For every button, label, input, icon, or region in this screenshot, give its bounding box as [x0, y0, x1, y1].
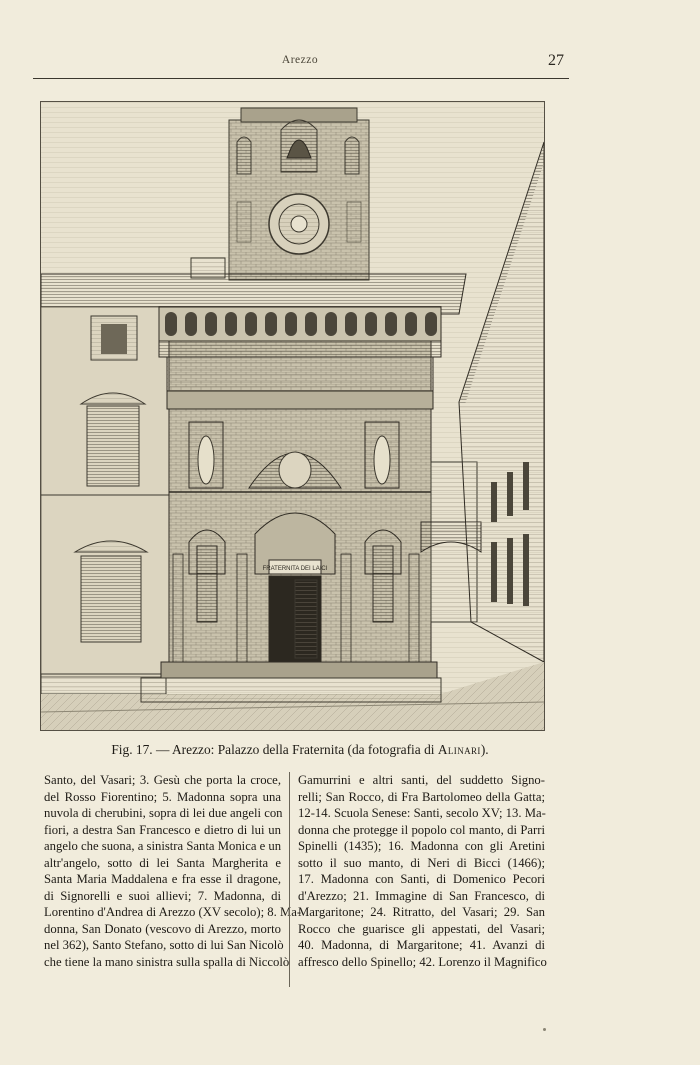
text-line: altr'angelo, sotto di lei Santa Margherita e [44, 855, 281, 870]
caption-end: ). [480, 742, 489, 757]
text-column-right [298, 772, 545, 970]
figure-illustration [40, 101, 545, 731]
text-line: Rocco che guarisce gli appestati, del Vasari; [298, 921, 545, 936]
text-line: sotto il suo manto, di Neri di Bicci (1466); [298, 855, 545, 870]
text-column-left [44, 772, 302, 970]
text-line: affresco dello Spinello; 42. Lorenzo il Magnifico [298, 954, 547, 969]
caption-text: Fig. 17. — Arezzo: Palazzo della Fraternita (da fotografia di [111, 742, 435, 757]
text-line: che tiene la mano sinistra sulla spalla di Niccolò [44, 954, 290, 969]
figure-caption [0, 742, 600, 758]
text-line: Gamurrini e altri santi, del suddetto Signo- [298, 773, 545, 787]
text-line: Santa Maria Maddalena e fra esse il dragone, [44, 872, 281, 886]
text-line: Spinelli (1435); 16. Madonna con gli Aretini [298, 839, 545, 853]
column-rule [289, 772, 290, 987]
text-line: fiori, a destra San Francesco e dietro di lui un [44, 822, 281, 837]
palazzo-facade [159, 307, 441, 678]
text-line: di Signorelli e suoi allievi; 7. Madonna, di [44, 888, 281, 903]
text-line: Lorentino d'Andrea di Arezzo (XV secolo); 8. Ma- [44, 905, 302, 919]
text-line: relli; San Rocco, di Fra Bartolomeo della Gatta; [298, 789, 545, 804]
header-rule [33, 78, 569, 79]
text-line: 17. Madonna con Santi, di Domenico Pecori [298, 872, 545, 886]
text-line: Santo, del Vasari; 3. Gesù che porta la croce, [44, 773, 281, 787]
text-line: 12-14. Scuola Senese: Santi, secolo XV; 13. Ma- [298, 806, 546, 820]
palazzo-engraving [41, 102, 544, 730]
svg-text:FRATERNITA DEI LAICI: FRATERNITA DEI LAICI [262, 566, 328, 572]
text-line: 40. Madonna, di Margaritone; 41. Avanzi di [298, 938, 545, 952]
text-line: nuvola di cherubini, sopra di lei due angeli con [44, 806, 283, 820]
text-line: d'Arezzo; 21. Immagine di San Francesco, di [298, 888, 545, 903]
running-head [0, 54, 700, 74]
running-title: Arezzo [281, 54, 319, 66]
paper-speck [543, 1028, 546, 1031]
text-line: Margaritone; 24. Ritratto, del Vasari; 29. San [298, 905, 545, 919]
caption-photographer: Alinari [437, 742, 481, 757]
text-line: donna, San Donato (vescovo di Arezzo, morto [44, 921, 281, 936]
text-line: del Rosso Fiorentino; 5. Madonna sopra una [44, 789, 281, 804]
text-line: nel 362), Santo Stefano, sotto di lui San Nicolò [44, 938, 284, 952]
page-number: 27 [548, 52, 564, 69]
text-line: donna che protegge il popolo col manto, di Parri [298, 822, 545, 837]
text-line: angelo che suona, a sinistra Santa Monica e un [44, 839, 282, 853]
bell-tower [229, 108, 369, 280]
left-building [41, 307, 171, 694]
